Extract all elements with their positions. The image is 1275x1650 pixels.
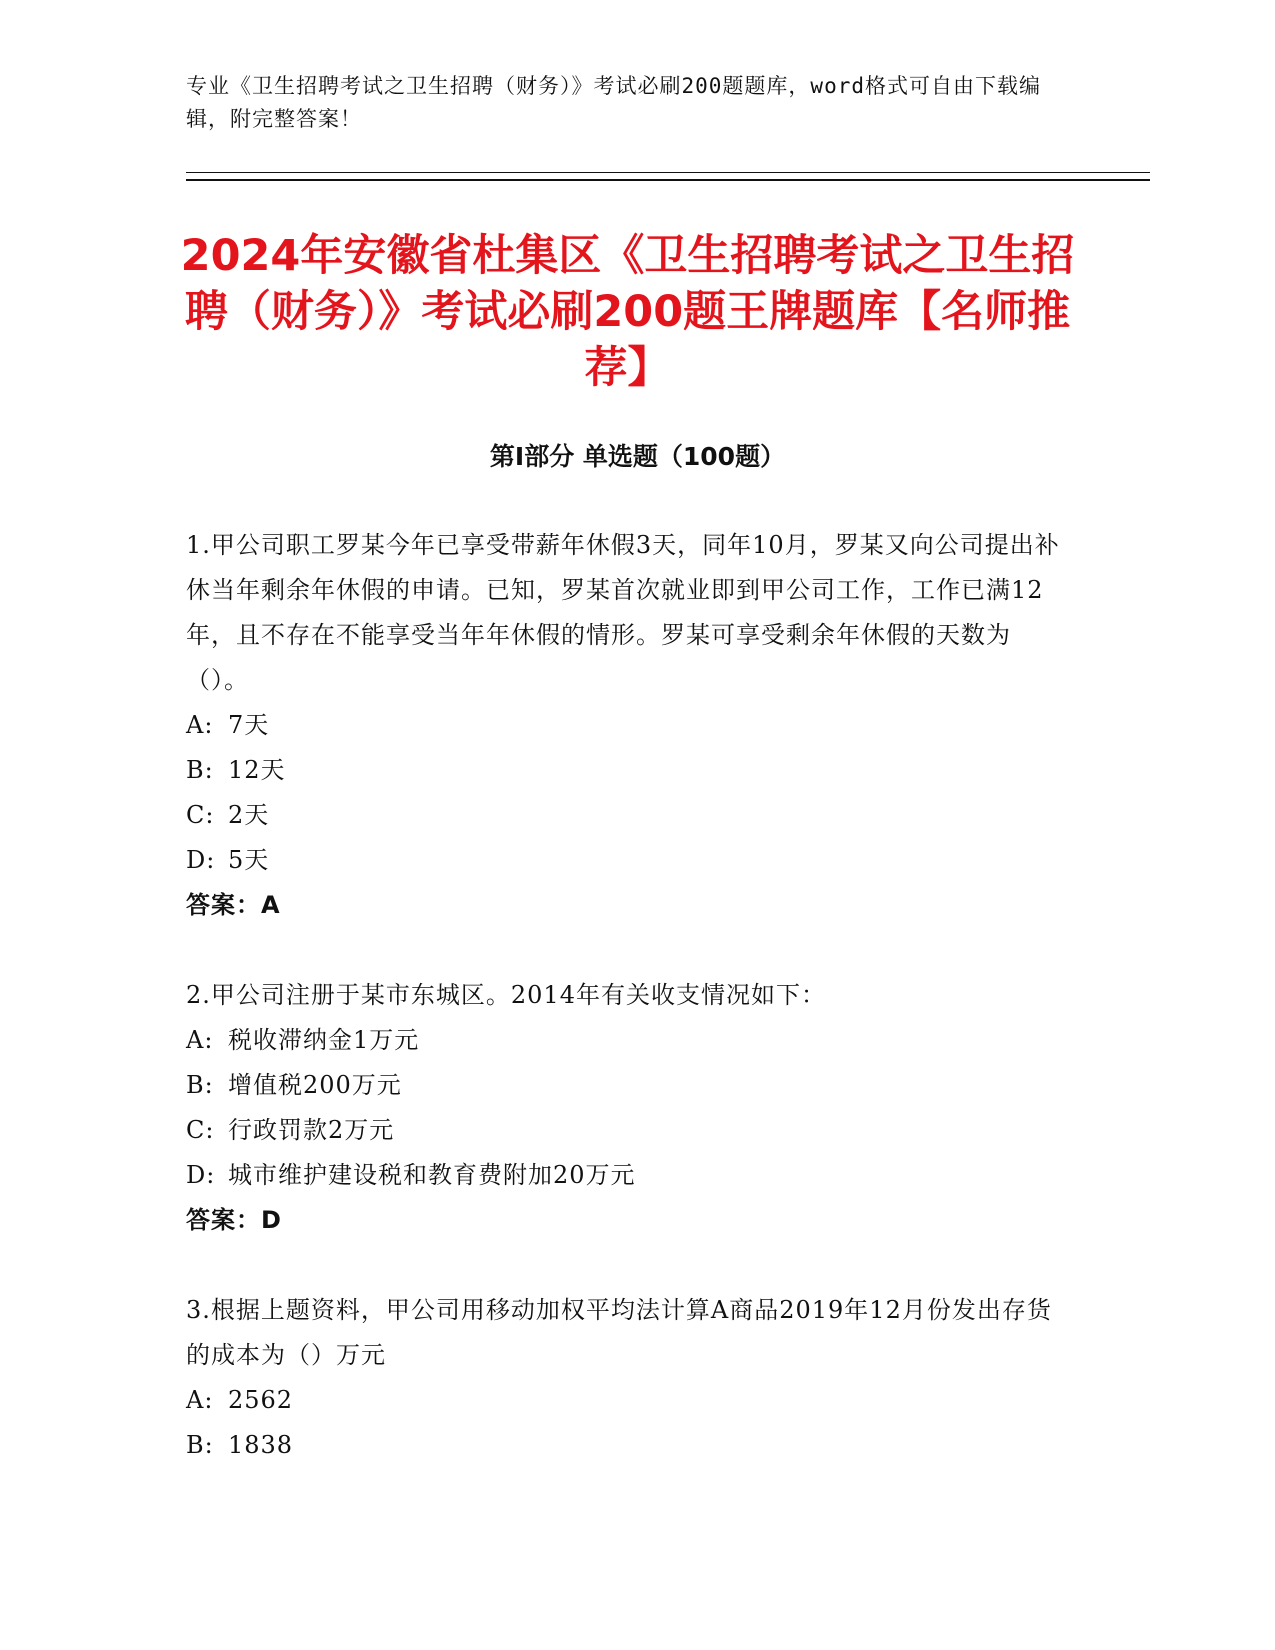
option-text: 12天 (228, 756, 286, 784)
option-label: D: (186, 846, 216, 874)
option-label: B: (186, 1071, 214, 1099)
option-d (186, 1153, 1066, 1198)
option-text: 1838 (228, 1431, 294, 1459)
option-label: B: (186, 1431, 214, 1459)
option-text: 7天 (228, 711, 270, 739)
option-b (186, 748, 1066, 793)
answer-line: 答案：A (186, 891, 281, 919)
option-label: A: (186, 711, 214, 739)
option-label: A: (186, 1026, 214, 1054)
option-c (186, 793, 1066, 838)
section-heading: 第I部分 单选题（100题） (489, 442, 786, 471)
question-stem: 1.甲公司职工罗某今年已享受带薪年休假3天，同年10月，罗某又向公司提出补休当年剩余年休假的申请。已知，罗某首次就业即到甲公司工作，工作已满12年，且不存在不能享受当年年休假的情形。罗某可享受剩余年休假的天数为（）。 (186, 531, 1060, 694)
option-a (186, 1378, 1066, 1423)
question-1 (186, 523, 1066, 928)
option-c (186, 1108, 1066, 1153)
option-text: 2天 (228, 801, 270, 829)
option-a (186, 1018, 1066, 1063)
option-label: D: (186, 1161, 216, 1189)
document-header-note: 专业《卫生招聘考试之卫生招聘（财务）》考试必刷200题题库，word格式可自由下载编辑，附完整答案！ (186, 74, 1041, 131)
option-text: 税收滞纳金1万元 (228, 1026, 420, 1054)
answer-line: 答案：D (186, 1206, 282, 1234)
option-text: 行政罚款2万元 (228, 1116, 395, 1144)
option-b (186, 1423, 1066, 1468)
option-label: B: (186, 756, 214, 784)
option-text: 2562 (228, 1386, 294, 1414)
option-label: A: (186, 1386, 214, 1414)
option-d (186, 838, 1066, 883)
option-label: C: (186, 801, 215, 829)
document-title: 2024年安徽省杜集区《卫生招聘考试之卫生招聘（财务）》考试必刷200题王牌题库【名师推荐】 (180, 231, 1075, 393)
option-text: 城市维护建设税和教育费附加20万元 (228, 1161, 636, 1189)
option-label: C: (186, 1116, 215, 1144)
question-stem: 3.根据上题资料，甲公司用移动加权平均法计算A商品2019年12月份发出存货的成本为（）万元 (186, 1296, 1052, 1369)
header-divider-thick (186, 179, 1150, 181)
option-a (186, 703, 1066, 748)
option-b (186, 1063, 1066, 1108)
header-divider-thin (186, 172, 1150, 173)
option-text: 增值税200万元 (228, 1071, 402, 1099)
question-2 (186, 973, 1066, 1243)
question-stem: 2.甲公司注册于某市东城区。2014年有关收支情况如下： (186, 981, 826, 1009)
option-text: 5天 (228, 846, 270, 874)
question-list (186, 523, 1066, 1513)
question-3 (186, 1288, 1066, 1468)
